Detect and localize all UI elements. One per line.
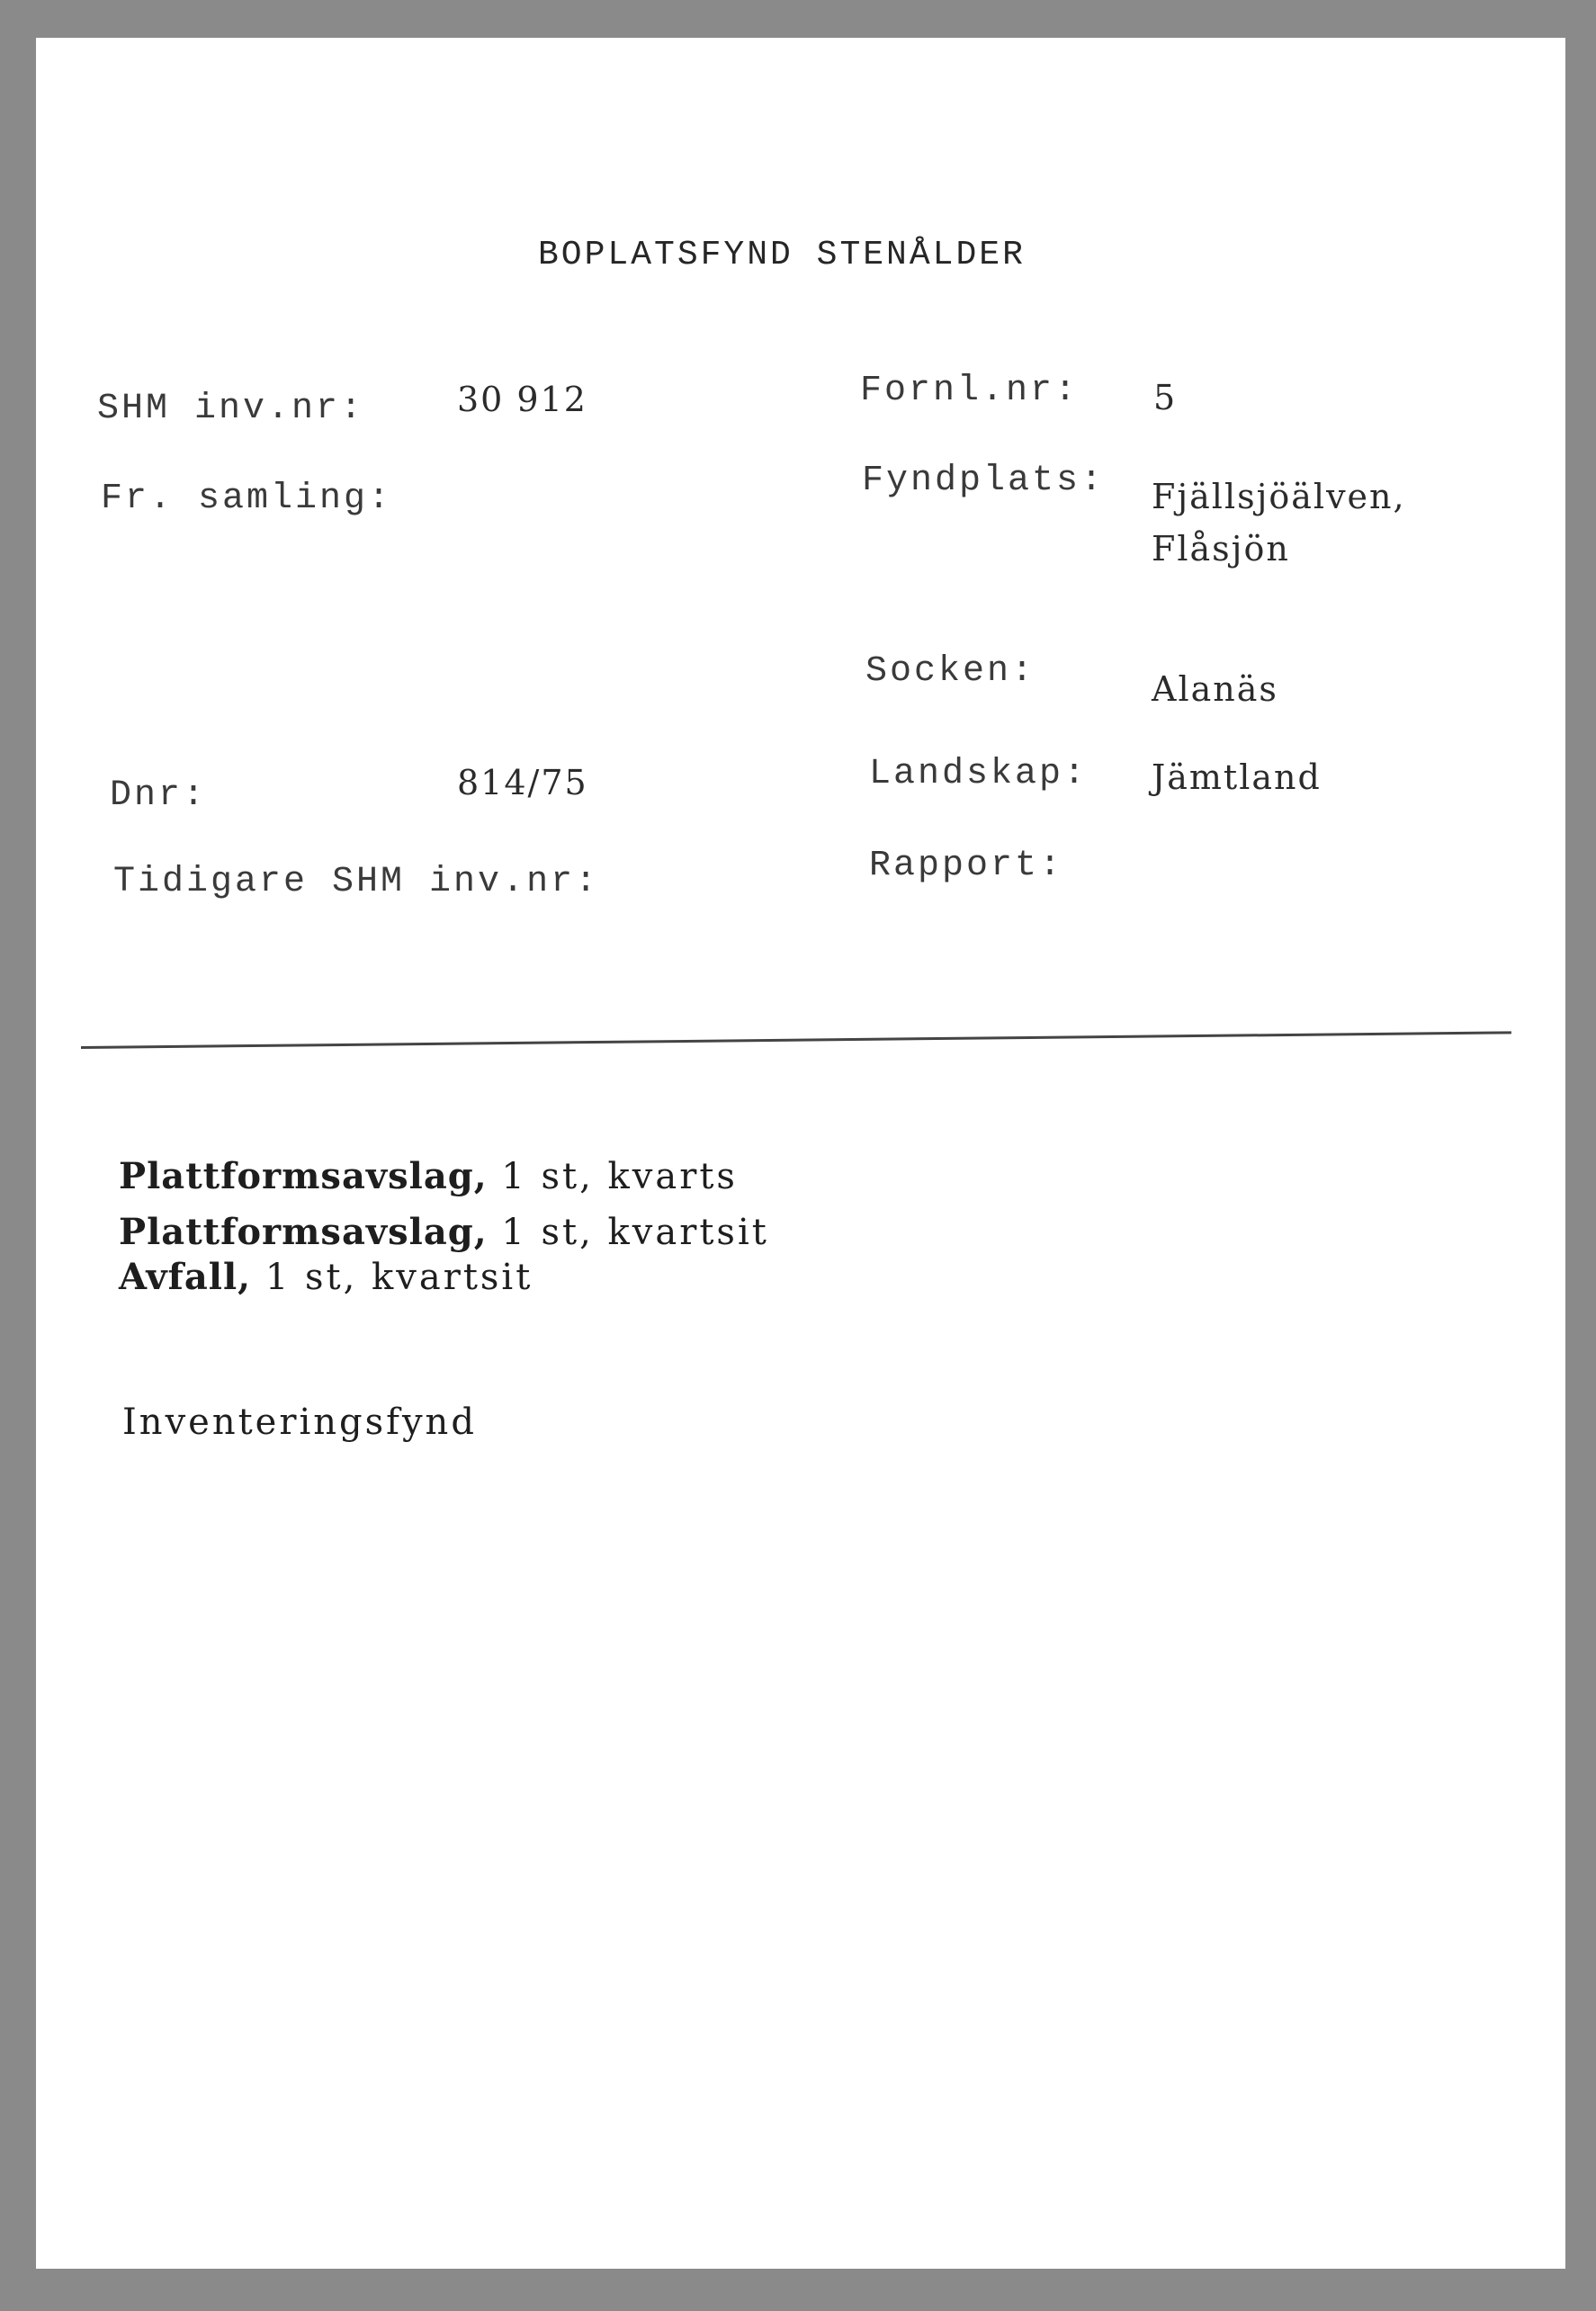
fyndplats-value-line1: Fjällsjöälven, — [1152, 477, 1406, 516]
landskap-value: Jämtland — [1152, 757, 1322, 797]
shm-inv-nr-value: 30 912 — [457, 380, 587, 419]
find-name: Avfall, — [119, 1256, 252, 1298]
shm-inv-nr-label: SHM inv.nr: — [97, 389, 365, 429]
find-item — [119, 1211, 769, 1253]
rapport-label: Rapport: — [869, 846, 1064, 886]
find-detail: 1 st, kvartsit — [501, 1212, 769, 1253]
fr-samling-label: Fr. samling: — [101, 479, 393, 519]
landskap-label: Landskap: — [869, 754, 1089, 794]
dnr-label: Dnr: — [110, 775, 208, 816]
find-item — [119, 1155, 738, 1197]
note-text: Inventeringsfynd — [122, 1402, 477, 1443]
find-detail: 1 st, kvartsit — [265, 1257, 533, 1298]
dnr-value: 814/75 — [457, 763, 588, 802]
tidigare-shm-inv-nr-label: Tidigare SHM inv.nr: — [113, 862, 600, 902]
socken-value: Alanäs — [1152, 669, 1278, 709]
fornl-nr-value: 5 — [1153, 378, 1178, 417]
find-detail: 1 st, kvarts — [501, 1156, 738, 1197]
find-name: Plattformsavslag, — [119, 1211, 488, 1253]
card-title: BOPLATSFYND STENÅLDER — [538, 236, 1026, 274]
catalog-card — [36, 38, 1565, 2269]
find-name: Plattformsavslag, — [119, 1155, 488, 1197]
socken-label: Socken: — [865, 651, 1036, 692]
fornl-nr-label: Fornl.nr: — [860, 371, 1080, 411]
fyndplats-label: Fyndplats: — [862, 461, 1106, 501]
fyndplats-value-line2: Flåsjön — [1152, 529, 1290, 569]
find-item — [119, 1256, 533, 1298]
